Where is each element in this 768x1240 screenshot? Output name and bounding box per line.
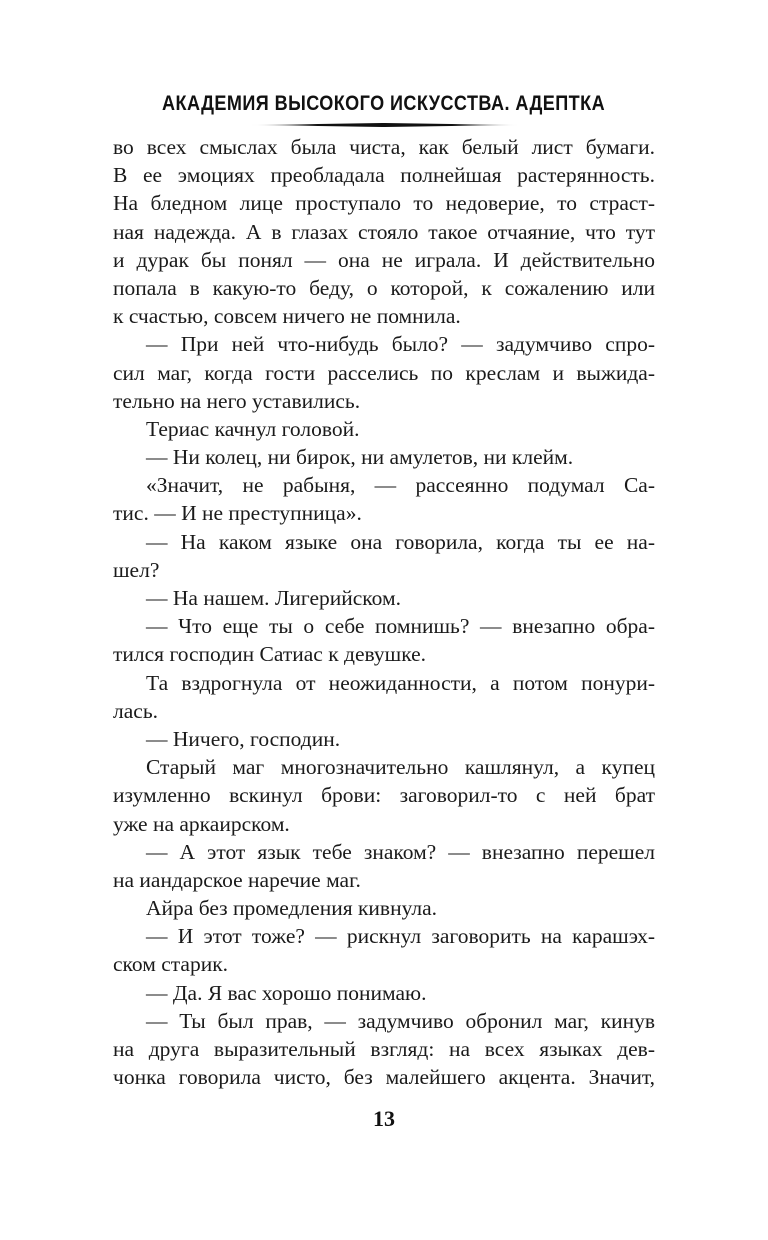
body-text bbox=[113, 133, 655, 1091]
page-number: 13 bbox=[373, 1106, 395, 1131]
text-line: на иандарское наречие маг. bbox=[113, 867, 361, 892]
text-line: — Ты был прав, — задумчиво обронил маг, кинув bbox=[146, 1008, 655, 1033]
text-line: В ее эмоциях преобладала полнейшая растерянность. bbox=[113, 163, 655, 188]
text-line: — На каком языке она говорила, когда ты ее на- bbox=[146, 529, 655, 554]
text-line: к счастью, совсем ничего не помнила. bbox=[113, 304, 461, 329]
text-line: Айра без промедления кивнула. bbox=[146, 896, 438, 921]
text-line: — И этот тоже? — рискнул заговорить на карашэх- bbox=[146, 924, 655, 949]
text-line: — На нашем. Лигерийском. bbox=[146, 586, 401, 610]
text-line: «Значит, не рабыня, — рассеянно подумал Са- bbox=[146, 473, 655, 498]
running-header bbox=[0, 92, 768, 116]
text-line: Старый маг многозначительно кашлянул, а купец bbox=[146, 755, 655, 780]
running-title: АКАДЕМИЯ ВЫСОКОГО ИСКУССТВА. АДЕПТКА bbox=[162, 92, 606, 115]
text-line: ная надежда. А в глазах стояло такое отчаяние, что тут bbox=[113, 219, 655, 244]
text-line: чонка говорила чисто, без малейшего акцента. Значит, bbox=[113, 1065, 655, 1090]
text-line: Териас качнул головой. bbox=[146, 416, 360, 441]
text-line: тился господин Сатиас к девушке. bbox=[113, 642, 427, 667]
header-divider bbox=[250, 123, 520, 127]
text-line: тис. — И не преступница». bbox=[113, 501, 362, 526]
text-line: — Что еще ты о себе помнишь? — внезапно обра- bbox=[146, 614, 655, 639]
text-line: На бледном лице проступало то недоверие, то страст- bbox=[113, 191, 655, 216]
text-line: во всех смыслах была чиста, как белый лист бумаги. bbox=[113, 135, 655, 159]
text-line: — Ничего, господин. bbox=[146, 726, 341, 751]
text-line: уже на аркаирском. bbox=[113, 811, 290, 836]
text-line: шел? bbox=[113, 557, 160, 582]
text-line: тельно на него уставились. bbox=[113, 388, 361, 413]
text-line: попала в какую-то беду, о которой, к сожалению или bbox=[113, 275, 655, 300]
text-line: на друга выразительный взгляд: на всех языках дев- bbox=[113, 1037, 655, 1061]
text-line: лась. bbox=[113, 698, 158, 723]
text-line: изумленно вскинул брови: заговорил-то с ней брат bbox=[113, 783, 655, 808]
text-line: — А этот язык тебе знаком? — внезапно перешел bbox=[146, 839, 655, 864]
text-line: — Да. Я вас хорошо понимаю. bbox=[146, 980, 427, 1005]
text-line: Та вздрогнула от неожиданности, а потом понури- bbox=[146, 670, 655, 695]
text-line: ском старик. bbox=[113, 952, 229, 977]
text-line: сил маг, когда гости расселись по креслам и выжида- bbox=[113, 360, 655, 385]
text-line: и дурак бы понял — она не играла. И действительно bbox=[113, 247, 655, 272]
text-line: — При ней что-нибудь было? — задумчиво спро- bbox=[146, 332, 655, 357]
text-line: — Ни колец, ни бирок, ни амулетов, ни клейм. bbox=[146, 445, 574, 470]
